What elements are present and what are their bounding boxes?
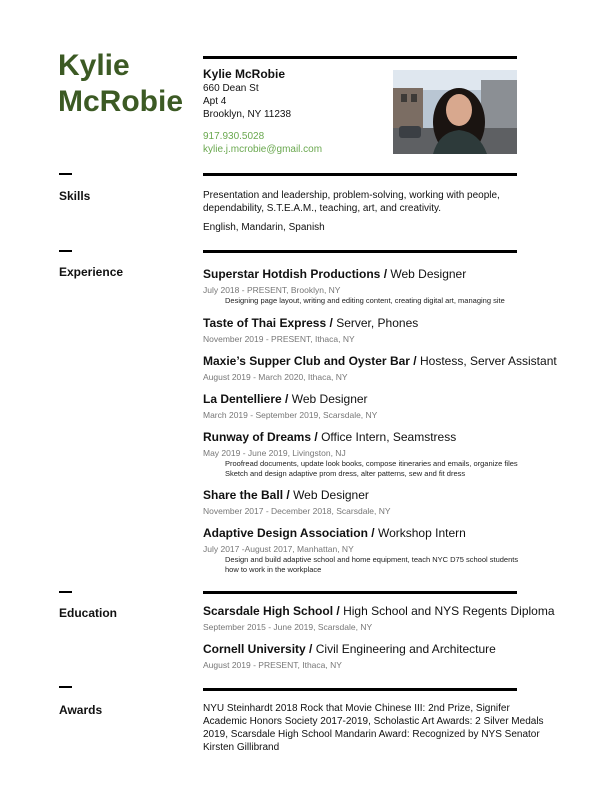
- first-name: Kylie: [58, 49, 130, 82]
- degree: High School and NYS Regents Diploma: [343, 604, 555, 618]
- job-org: Adaptive Design Association: [203, 526, 368, 540]
- job-desc: Design and build adaptive school and home equipment, teach NYC D75 school students: [225, 555, 519, 564]
- job-meta: November 2017 - December 2018, Scarsdale, NY: [203, 506, 391, 516]
- separator: /: [309, 642, 313, 656]
- school-name: Cornell University: [203, 642, 306, 656]
- job-org: Taste of Thai Express: [203, 316, 327, 330]
- section-title-education: Education: [59, 606, 118, 620]
- education-meta: August 2019 - PRESENT, Ithaca, NY: [203, 660, 342, 670]
- education-entry: [203, 604, 563, 633]
- address-line-1: 660 Dean St: [203, 83, 259, 94]
- job-meta: July 2018 - PRESENT, Brooklyn, NY: [203, 285, 341, 295]
- job-desc: how to work in the workplace: [225, 565, 322, 574]
- job-entry: [203, 392, 563, 421]
- job-org: La Dentelliere: [203, 392, 282, 406]
- job-meta: March 2019 - September 2019, Scarsdale, NY: [203, 410, 378, 420]
- profile-photo: [393, 70, 517, 154]
- contact-block: [203, 68, 322, 156]
- job-role: Workshop Intern: [377, 526, 466, 540]
- separator: /: [413, 354, 417, 368]
- degree: Civil Engineering and Architecture: [315, 642, 496, 656]
- job-role: Server, Phones: [336, 316, 419, 330]
- job-desc: Sketch and design adaptive prom dress, alter patterns, sew and fit dress: [225, 469, 466, 478]
- divider-rule: [203, 173, 517, 176]
- education-entry: [203, 642, 563, 671]
- job-role: Web Designer: [390, 267, 467, 281]
- email-link[interactable]: kylie.j.mcrobie@gmail.com: [203, 144, 323, 155]
- divider-rule: [203, 591, 517, 594]
- section-title-skills: Skills: [59, 189, 91, 203]
- section-title-experience: Experience: [59, 265, 124, 279]
- resume-name-heading: [58, 48, 183, 120]
- separator: /: [285, 392, 289, 406]
- job-org: Maxie’s Supper Club and Oyster Bar: [203, 354, 410, 368]
- separator: /: [314, 430, 318, 444]
- job-role: Hostess, Server Assistant: [419, 354, 557, 368]
- divider-rule: [203, 250, 517, 253]
- skills-languages: English, Mandarin, Spanish: [203, 222, 325, 233]
- phone-link[interactable]: 917.930.5028: [203, 131, 265, 142]
- separator: /: [329, 316, 333, 330]
- job-role: Web Designer: [293, 488, 369, 502]
- divider-rule: [203, 688, 517, 691]
- job-meta: November 2019 - PRESENT, Ithaca, NY: [203, 334, 355, 344]
- address-line-2: Apt 4: [203, 96, 227, 107]
- section-title-awards: Awards: [59, 703, 103, 717]
- contact-name: Kylie McRobie: [203, 67, 286, 81]
- job-entry: [203, 316, 563, 345]
- job-desc: Proofread documents, update look books, compose itineraries and emails, organize files: [225, 459, 518, 468]
- job-entry: [203, 354, 563, 383]
- section-dash: [59, 173, 72, 175]
- education-meta: September 2015 - June 2019, Scarsdale, NY: [203, 622, 373, 632]
- job-desc: Designing page layout, writing and editing content, creating digital art, managing site: [225, 296, 505, 305]
- address-line-3: Brooklyn, NY 11238: [203, 109, 292, 120]
- awards-text: NYU Steinhardt 2018 Rock that Movie Chinese III: 2nd Prize, Signifer Academic Honors Society 2017-2019, Scholastic Art Awards: 2 Silver Medals 2019, Scarsdale High School Mandarin Award: Recognized by NYS Senator Kirsten Gillibrand: [203, 703, 544, 753]
- job-entry: [203, 267, 563, 306]
- section-dash: [59, 591, 72, 593]
- job-entry: [203, 430, 563, 479]
- job-meta: July 2017 -August 2017, Manhattan, NY: [203, 544, 354, 554]
- school-name: Scarsdale High School: [203, 604, 334, 618]
- job-org: Share the Ball: [203, 488, 284, 502]
- job-org: Superstar Hotdish Productions: [203, 267, 381, 281]
- job-role: Office Intern, Seamstress: [321, 430, 457, 444]
- separator: /: [371, 526, 375, 540]
- skills-line-1: Presentation and leadership, problem-solving, working with people, dependability, S.T.E.A.M., teaching, art, and creativity.: [203, 190, 500, 214]
- section-dash: [59, 250, 72, 252]
- job-org: Runway of Dreams: [203, 430, 312, 444]
- separator: /: [336, 604, 340, 618]
- section-dash: [59, 686, 72, 688]
- divider-rule: [203, 56, 517, 59]
- separator: /: [383, 267, 388, 281]
- job-entry: [203, 526, 563, 575]
- job-meta: May 2019 - June 2019, Livingston, NJ: [203, 448, 346, 458]
- separator: /: [286, 488, 290, 502]
- job-entry: [203, 488, 563, 517]
- last-name: McRobie: [58, 85, 184, 118]
- job-role: Web Designer: [291, 392, 368, 406]
- job-meta: August 2019 - March 2020, Ithaca, NY: [203, 372, 348, 382]
- skills-text: [203, 189, 563, 234]
